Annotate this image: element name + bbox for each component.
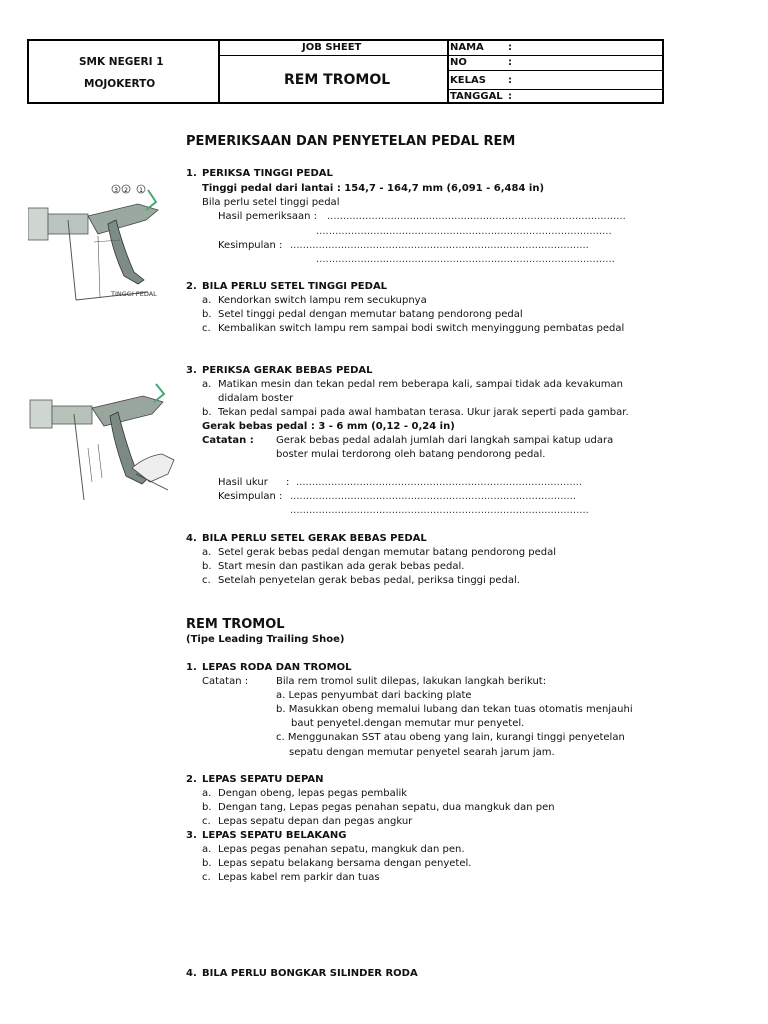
answer-dots: .......................................................................................... [290, 491, 577, 502]
spec-pedal-height: Tinggi pedal dari lantai : 154,7 - 164,7 mm (6,091 - 6,484 in) [202, 183, 545, 194]
spec-free-play: Gerak bebas pedal : 3 - 6 mm (0,12 - 0,24 in) [202, 421, 455, 432]
title-cell [218, 41, 449, 102]
callout-3: 3 [114, 187, 118, 194]
step-number: 1. [186, 662, 197, 673]
answer-dots: .............................................................................................. [290, 505, 589, 516]
field-divider [447, 89, 662, 90]
list-item: Setelah penyetelan gerak bebas pedal, periksa tinggi pedal. [218, 575, 520, 586]
note-substep-continued: baut penyetel.dengan memutar mur penyetel. [291, 718, 525, 729]
section-title-pedal: PEMERIKSAAN DAN PENYETELAN PEDAL REM [186, 134, 516, 149]
field-label-no: NO [450, 57, 467, 68]
list-marker: b. [202, 407, 212, 418]
section-title-rem-tromol: REM TROMOL [186, 617, 285, 632]
list-item: Dengan obeng, lepas pegas pembalik [218, 788, 408, 799]
section-subtitle: (Tipe Leading Trailing Shoe) [186, 634, 345, 645]
field-sep: : [508, 42, 512, 53]
field-sep: : [508, 75, 512, 86]
list-marker: b. [202, 561, 212, 572]
result-label: Hasil pemeriksaan : [218, 211, 318, 222]
figure-label-tinggi-pedal: TINGGI PEDAL [111, 290, 157, 298]
list-marker: a. [202, 844, 212, 855]
answer-dots: ............................................................................................. [316, 226, 612, 237]
field-sep: : [508, 57, 512, 68]
list-marker: a. [202, 295, 212, 306]
step-number: 3. [186, 365, 197, 376]
conclusion-label: Kesimpulan : [218, 240, 283, 251]
callout-2: 2 [124, 187, 128, 194]
result-sep: : [286, 477, 290, 488]
list-item: Tekan pedal sampai pada awal hambatan terasa. Ukur jarak seperti pada gambar. [218, 407, 629, 418]
step-number: 2. [186, 281, 197, 292]
title-divider [218, 55, 447, 56]
note-text-continued: boster mulai terdorong oleh batang pendorong pedal. [276, 449, 546, 460]
note-substep: c. Menggunakan SST atau obeng yang lain, kurangi tinggi penyetelan [276, 732, 625, 743]
step-title: LEPAS SEPATU BELAKANG [202, 830, 347, 841]
list-item: Setel gerak bebas pedal dengan memutar batang pendorong pedal [218, 547, 556, 558]
list-item: Lepas sepatu belakang bersama dengan penyetel. [218, 858, 472, 869]
step-note: Bila perlu setel tinggi pedal [202, 197, 340, 208]
pedal-height-figure [28, 180, 168, 305]
field-label-kelas: KELAS [450, 75, 486, 86]
list-marker: c. [202, 816, 211, 827]
list-item: Setel tinggi pedal dengan memutar batang pendorong pedal [218, 309, 523, 320]
doc-title: REM TROMOL [284, 72, 391, 88]
list-marker: c. [202, 872, 211, 883]
header-table [27, 39, 664, 104]
list-marker: b. [202, 858, 212, 869]
list-item: Kembalikan switch lampu rem sampai bodi switch menyinggung pembatas pedal [218, 323, 625, 334]
list-marker: b. [202, 802, 212, 813]
answer-dots: .............................................................................................. [290, 240, 589, 251]
conclusion-label: Kesimpulan : [218, 491, 283, 502]
note-substep-continued: sepatu dengan memutar penyetel searah jarum jam. [289, 747, 555, 758]
note-text: Gerak bebas pedal adalah jumlah dari langkah sampai katup udara [276, 435, 614, 446]
list-marker: a. [202, 547, 212, 558]
step-number: 3. [186, 830, 197, 841]
note-text: Bila rem tromol sulit dilepas, lakukan langkah berikut: [276, 676, 547, 687]
step-title: PERIKSA GERAK BEBAS PEDAL [202, 365, 373, 376]
school-name-line1: SMK NEGERI 1 [79, 56, 164, 68]
list-item: Lepas pegas penahan sepatu, mangkuk dan pen. [218, 844, 465, 855]
step-number: 1. [186, 168, 197, 179]
list-item: Lepas kabel rem parkir dan tuas [218, 872, 380, 883]
step-title: PERIKSA TINGGI PEDAL [202, 168, 333, 179]
field-divider [447, 70, 662, 71]
list-marker: b. [202, 309, 212, 320]
callout-1: 1 [139, 187, 143, 194]
list-marker: c. [202, 575, 211, 586]
step-title: LEPAS SEPATU DEPAN [202, 774, 324, 785]
step-number: 2. [186, 774, 197, 785]
step-title: LEPAS RODA DAN TROMOL [202, 662, 352, 673]
school-name-line2: MOJOKERTO [84, 78, 156, 90]
answer-dots: .............................................................................................. [327, 211, 626, 222]
pedal-height-illustration [28, 180, 168, 305]
list-item: Lepas sepatu depan dan pegas angkur [218, 816, 413, 827]
result-label: Hasil ukur [218, 477, 268, 488]
free-play-figure [28, 378, 178, 506]
list-marker: a. [202, 788, 212, 799]
list-item: Start mesin dan pastikan ada gerak bebas pedal. [218, 561, 465, 572]
list-item: Matikan mesin dan tekan pedal rem beberapa kali, sampai tidak ada kevakuman [218, 379, 623, 390]
step-number: 4. [186, 533, 197, 544]
field-label-tanggal: TANGGAL [450, 91, 503, 102]
list-marker: a. [202, 379, 212, 390]
answer-dots: .............................................................................................. [316, 254, 615, 265]
field-sep: : [508, 91, 512, 102]
note-label: Catatan : [202, 435, 254, 446]
step-title: BILA PERLU SETEL GERAK BEBAS PEDAL [202, 533, 427, 544]
note-substep: b. Masukkan obeng memalui lubang dan tekan tuas otomatis menjauhi [276, 704, 633, 715]
note-substep: a. Lepas penyumbat dari backing plate [276, 690, 472, 701]
list-marker: c. [202, 323, 211, 334]
doc-type: JOB SHEET [302, 42, 362, 53]
school-cell [29, 41, 220, 102]
step-number: 4. [186, 968, 197, 979]
answer-dots: .......................................................................................... [296, 477, 583, 488]
list-item: Dengan tang, Lepas pegas penahan sepatu, dua mangkuk dan pen [218, 802, 555, 813]
step-title: BILA PERLU BONGKAR SILINDER RODA [202, 968, 418, 979]
field-label-nama: NAMA [450, 42, 484, 53]
list-item-continued: didalam boster [218, 393, 294, 404]
free-play-illustration [28, 378, 178, 506]
step-title: BILA PERLU SETEL TINGGI PEDAL [202, 281, 388, 292]
note-label: Catatan : [202, 676, 249, 687]
field-divider [447, 55, 662, 56]
list-item: Kendorkan switch lampu rem secukupnya [218, 295, 427, 306]
student-fields-cell [447, 41, 662, 102]
